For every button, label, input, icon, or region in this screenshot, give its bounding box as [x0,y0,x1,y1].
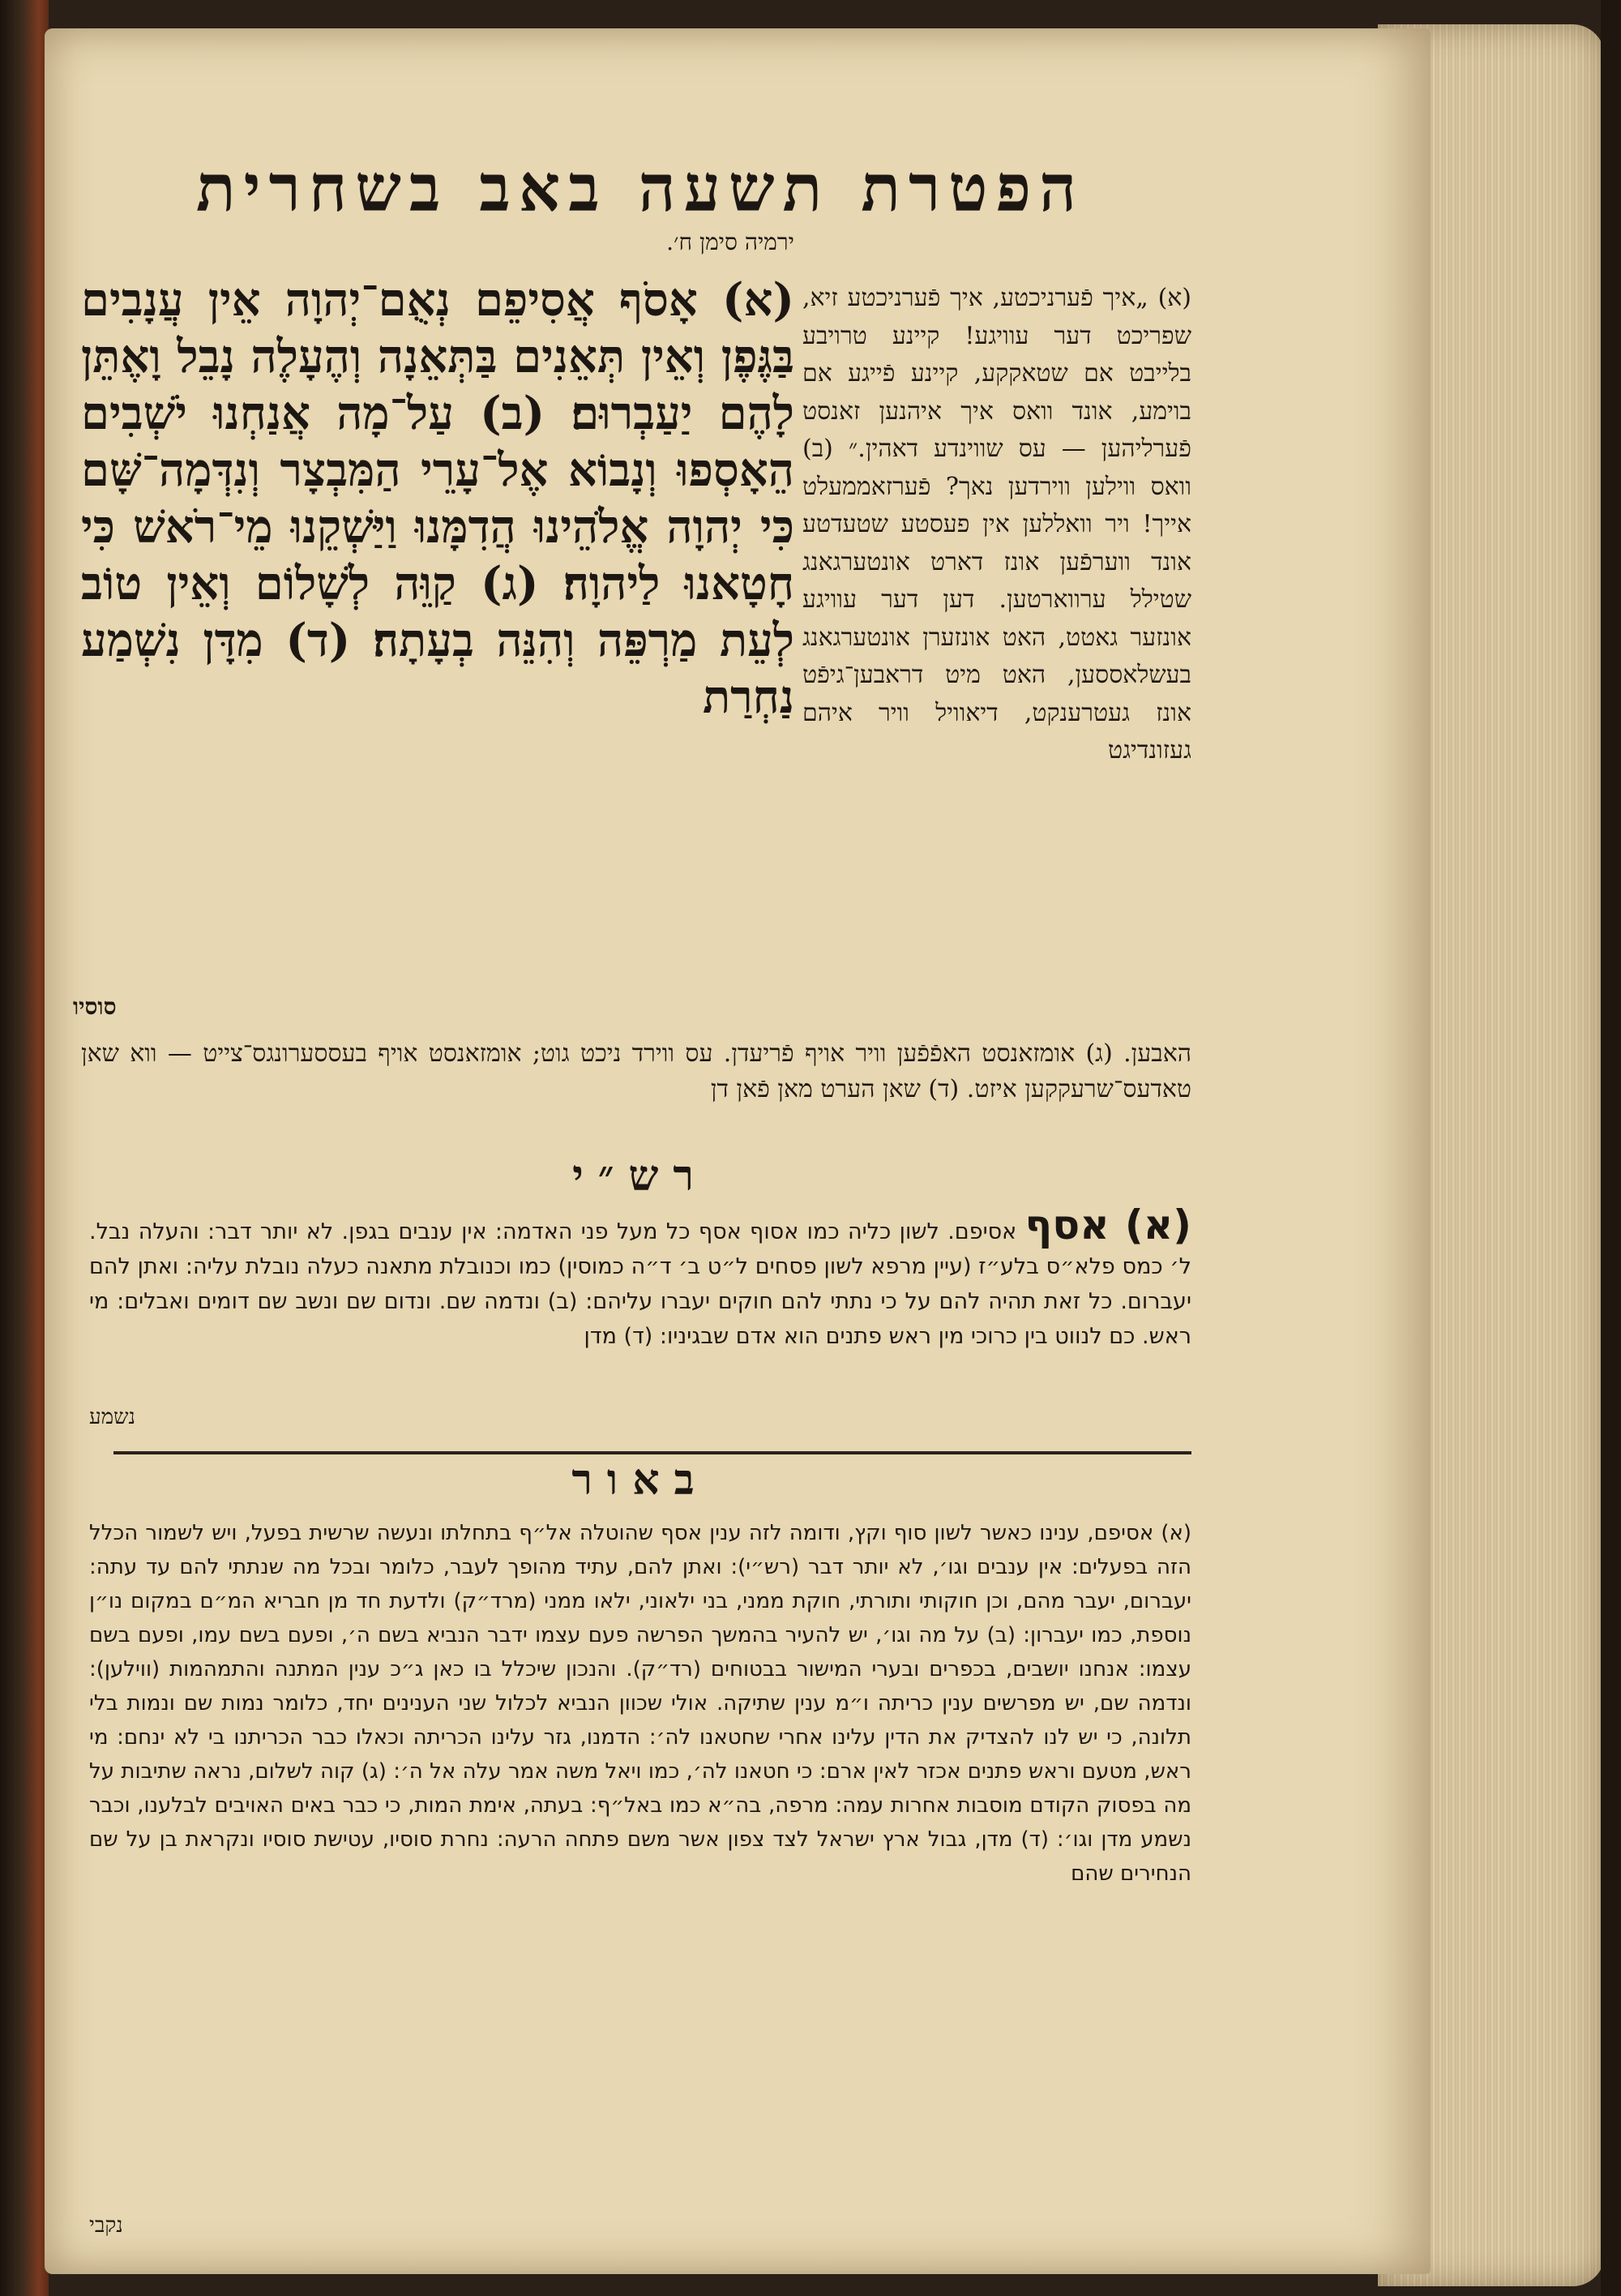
page-subtitle: ירמיה סימן ח׳. [666,229,794,255]
book-edge-shadow [1601,0,1621,2296]
rashi-commentary [89,1202,1191,1435]
rashi-commentary-body: אסיפם. לשון כליה כמו אסוף אסף כל מעל פני האדמה: אין ענבים בגפן. לא יותר דבר: והעלה נבל. ל׳ כמס פלא״ס בלע״ז (עיין מרפא לשון פסחים ל״ט ב׳ ד״ה כמוסין) כמו וכנובלת מתאנה כעלה נובלת עליה: ואתן להם יעברום. כל זאת תהיה להם על כי נתתי להם חוקים יעברו עליהם: (ב) ונדמה שם. ונדום שם ונשב שם דומים ואבלים: מי ראש. כם לנווט בין כרוכי מין ראש פתנים הוא אדם שבגיניו: (ד) מדן [89,1219,1191,1349]
main-catchword: סוסיו [73,993,117,1020]
yiddish-translation-column: (א) „איך פֿערניכטע, איך פֿערניכטע זיא, שפריכט דער עוויגע! קיינע טרויבע בלייבט אם שטאקקע, קיינע פֿייגע אם בוימע, אונד וואס איך איהנען זאנסט פֿערליהען — עס שווינדע דאהין.״ (ב) וואס ווילען ווירדען נאך? פֿערזאממעלט אייך! ויר וואללען אין פעסטע שטעדטע אונד ווערפֿען אונז דארט אונטערגאנג שטילל ערווארטען. דען דער עוויגע אונזער גאטט, האט אונזערן אונטערגאנג בעשלאססען, האט מיט דראבען־גיפֿט אונז געטרענקט, דיאוויל וויר איהם געזונדיגט [802,284,1191,765]
biur-commentary: (א) אסיפם, ענינו כאשר לשון סוף וקץ, ודומה לזה ענין אסף שהוטלה אל״ף בתחלתו ונעשה שרשית בפעל, ויש לשמור הכלל הזה בפעלים: אין ענבים וגו׳, לא יותר דבר (רש״י): ואתן להם, עתיד מהופך לעבר, כלומר ובכל מה שנתתי להם עד עתה: יעברום, יעבר מהם, וכן חוקותי ותורתי, חוקת ממני, בני ילאוני, ילאו ממני (מרד״ק) ולדעת חד מן חבריא המ״ם במקום נו״ן נוספת, כמו יעברון: (ב) על מה וגו׳, יש להעיר בהמשך הפרשה פעם עצמו ידבר הנביא בשם ה׳, ופעם בשם עמו, ופעם בשם עצמו: אנחנו יושבים, בכפרים ובערי המישור בבטוחים (רד״ק). והנכון שיכלל בו כאן ג״כ ענין המתנה והתמהמות (ווילען): ונדמה שם, יש מפרשים ענין כריתה ו״מ ענין שתיקה. אולי שכוון הנביא לכלול שני הענינים יחד, כלומר נמות שם ונמות בלי תלונה, כי יש לנו להצדיק את הדין עלינו אחרי שחטאנו לה׳: הדמנו, גזר עלינו הכריתה וכאלו כבר הכריתנו בי לא ינחם: מי ראש, מטעם וראש פתנים אכזר לאין ארם: כי חטאנו לה׳, כמו ויאל משה אמר עלה אל ה׳: (ג) קוה לשלום, נראה שתיבות על מה בפסוק הקודם מוסבות אחרות עמה: מרפה, בה״א כמו באל״ף: בעתה, אימת המות, כי כבר באים האויבים לבלענו, וכבר נשמע מדן וגו׳: (ד) מדן, גבול ארץ ישראל לצד צפון אשר משם פתחה הרעה: נחרת סוסיו, עטישת סוסיו ונקראת בן על שם הנחירים שהם [89,1521,1191,1886]
yiddish-translation-continuation: האבען. (ג) אומזאנסט האפֿפֿען וויר אויף פֿריעדן. עס ווירד ניכט גוט; אומזאנסט אויף בעססערונגס־צייט — ווא שאן טאדעס־שרעקקען איזט. (ד) שאן הערט מאן פֿאן דן [81,1039,1191,1103]
rashi-heading: רש״י [572,1151,708,1201]
biur-heading: באור [571,1455,709,1505]
main-hebrew-text: (א) אָסֹף אֲסִיפֵם נְאֻם־יְהוָה אֵין עֲנָבִים בַּגֶּפֶן וְאֵין תְּאֵנִים בַּתְּאֵנָה וְהֶעָלֶה נָבֵל וָאֶתֵּן לָהֶם יַעַבְרוּם׃ (ב) עַל־מָה אֲנַחְנוּ יֹשְׁבִים הֵאָסְפוּ וְנָבוֹא אֶל־עָרֵי הַמִּבְצָר וְנִדְּמָה־שָּׁם כִּי יְהוָה אֱלֹהֵינוּ הֲדִמָּנוּ וַיַּשְׁקֵנוּ מֵי־רֹאשׁ כִּי חָטָאנוּ לַיהוָה׃ (ג) קַוֵּה לְשָׁלוֹם וְאֵין טוֹב לְעֵת מַרְפֵּה וְהִנֵּה בְעָתָה׃ (ד) מִדָּן נִשְׁמַע נַחְרַת [81,273,794,724]
section-divider [113,1451,1191,1454]
rashi-lead-word: (א) אסף [1024,1202,1191,1249]
page-title: הפטרת תשעה באב בשחרית [195,150,1085,226]
book-binding-left [0,0,49,2296]
rashi-catchword: נשמע [89,1405,135,1429]
biur-catchword: נקבי [89,2213,123,2238]
